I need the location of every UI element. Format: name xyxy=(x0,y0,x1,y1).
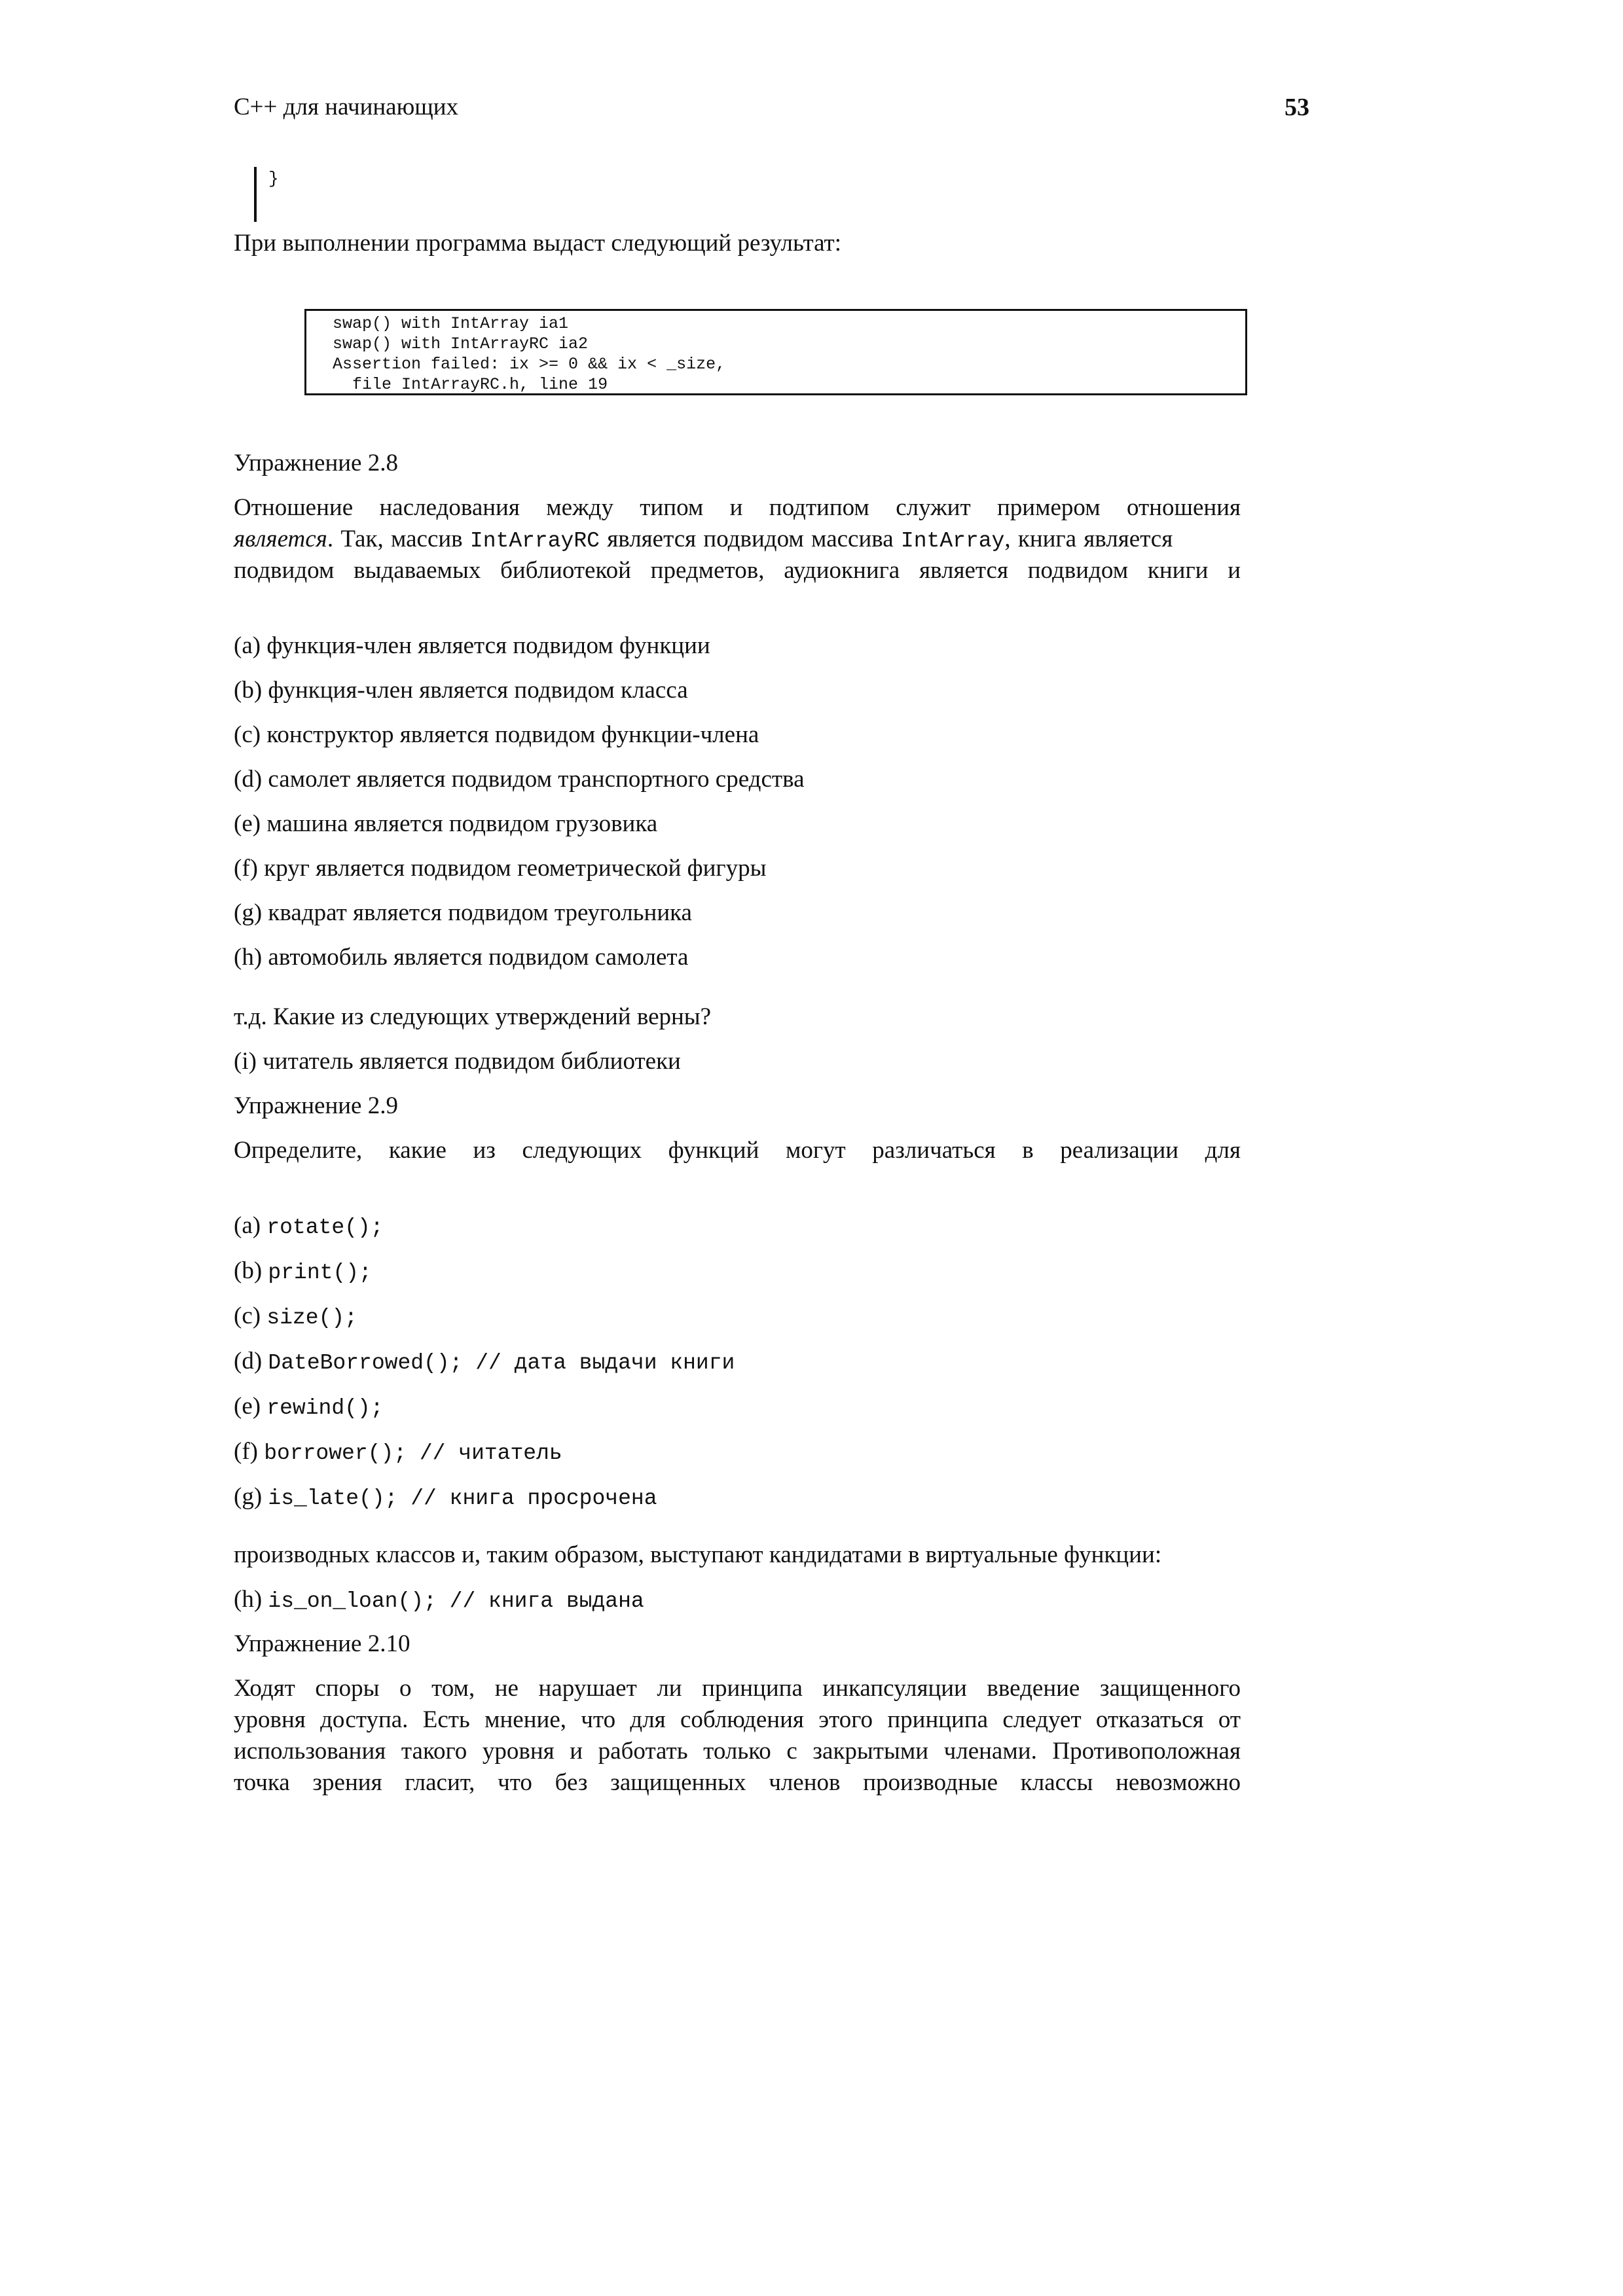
list-item: (d) самолет является подвидом транспортного средства xyxy=(234,766,805,793)
list-item: (h) автомобиль является подвидом самолета xyxy=(234,944,689,971)
code-term: rotate(); xyxy=(266,1215,384,1240)
text-span: является подвидом массива xyxy=(599,526,901,552)
exercise-2-9-title: Упражнение 2.9 xyxy=(234,1092,398,1119)
item-label: (f) xyxy=(234,1438,264,1465)
exercise-2-8-paragraph-line xyxy=(234,524,1241,557)
code-margin-bar xyxy=(254,167,257,222)
output-intro-text: При выполнении программа выдаст следующий результат: xyxy=(234,230,841,257)
list-item xyxy=(234,1300,357,1334)
item-label: (b) xyxy=(234,1257,268,1284)
item-label: (d) xyxy=(234,1348,268,1374)
italic-term: является xyxy=(234,526,327,552)
code-term: IntArray xyxy=(900,529,1005,553)
output-line: Assertion failed: ix >= 0 && ix < _size, xyxy=(333,355,726,374)
code-term: size(); xyxy=(266,1306,357,1330)
list-item: (a) функция-член является подвидом функции xyxy=(234,632,710,659)
code-term: DateBorrowed(); // дата выдачи книги xyxy=(268,1351,735,1375)
exercise-2-10-paragraph-line: точка зрения гласит, что без защищенных членов производные классы невозможно xyxy=(234,1769,1241,1796)
exercise-2-8-paragraph-line: подвидом выдаваемых библиотекой предметов, аудиокнига является подвидом книги и xyxy=(234,557,1241,584)
text-span: , книга является xyxy=(1004,526,1173,552)
code-term: is_late(); // книга просрочена xyxy=(268,1486,657,1511)
list-item: (g) квадрат является подвидом треугольника xyxy=(234,899,692,926)
page-number: 53 xyxy=(1285,94,1309,121)
exercise-2-10-paragraph-line: использования такого уровня и работать только с закрытыми членами. Противоположная xyxy=(234,1738,1241,1765)
list-item xyxy=(234,1584,644,1617)
output-line: swap() with IntArray ia1 xyxy=(333,314,569,333)
item-label: (h) xyxy=(234,1586,268,1613)
list-item: (c) конструктор является подвидом функции-члена xyxy=(234,721,759,748)
text-span: . Так, массив xyxy=(327,526,470,552)
exercise-2-9-continuation: производных классов и, таким образом, выступают кандидатами в виртуальные функции: xyxy=(234,1541,1162,1568)
item-label: (g) xyxy=(234,1483,268,1510)
code-term: rewind(); xyxy=(266,1396,384,1420)
list-item: (f) круг является подвидом геометрической фигуры xyxy=(234,855,767,882)
code-term: is_on_loan(); // книга выдана xyxy=(268,1589,644,1613)
list-item xyxy=(234,1255,372,1289)
list-item xyxy=(234,1436,562,1469)
list-item xyxy=(234,1210,384,1244)
list-item: (e) машина является подвидом грузовика xyxy=(234,810,658,837)
code-term: print(); xyxy=(268,1261,372,1285)
code-closing-brace: } xyxy=(268,169,279,188)
list-item xyxy=(234,1391,384,1424)
exercise-2-8-paragraph-line: Отношение наследования между типом и подтипом служит примером отношения xyxy=(234,494,1241,521)
exercise-2-10-paragraph-line: Ходят споры о том, не нарушает ли принципа инкапсуляции введение защищенного xyxy=(234,1675,1241,1702)
item-label: (e) xyxy=(234,1393,267,1420)
exercise-2-10-paragraph-line: уровня доступа. Есть мнение, что для соблюдения этого принципа следует отказаться от xyxy=(234,1706,1241,1733)
code-term: borrower(); // читатель xyxy=(264,1441,562,1465)
exercise-2-9-paragraph-line: Определите, какие из следующих функций могут различаться в реализации для xyxy=(234,1137,1241,1164)
list-item xyxy=(234,1346,735,1379)
exercise-2-8-title: Упражнение 2.8 xyxy=(234,450,398,476)
exercise-2-8-question: т.д. Какие из следующих утверждений верны? xyxy=(234,1003,712,1030)
output-line: swap() with IntArrayRC ia2 xyxy=(333,334,589,353)
list-item: (b) функция-член является подвидом класса xyxy=(234,677,688,704)
list-item: (i) читатель является подвидом библиотеки xyxy=(234,1048,681,1075)
item-label: (c) xyxy=(234,1302,267,1329)
exercise-2-10-title: Упражнение 2.10 xyxy=(234,1630,410,1657)
list-item xyxy=(234,1481,657,1515)
item-label: (a) xyxy=(234,1212,267,1239)
output-line: file IntArrayRC.h, line 19 xyxy=(333,375,608,394)
code-term: IntArrayRC xyxy=(469,529,600,553)
running-header-title: C++ для начинающих xyxy=(234,94,459,120)
program-output-box xyxy=(304,309,1247,395)
